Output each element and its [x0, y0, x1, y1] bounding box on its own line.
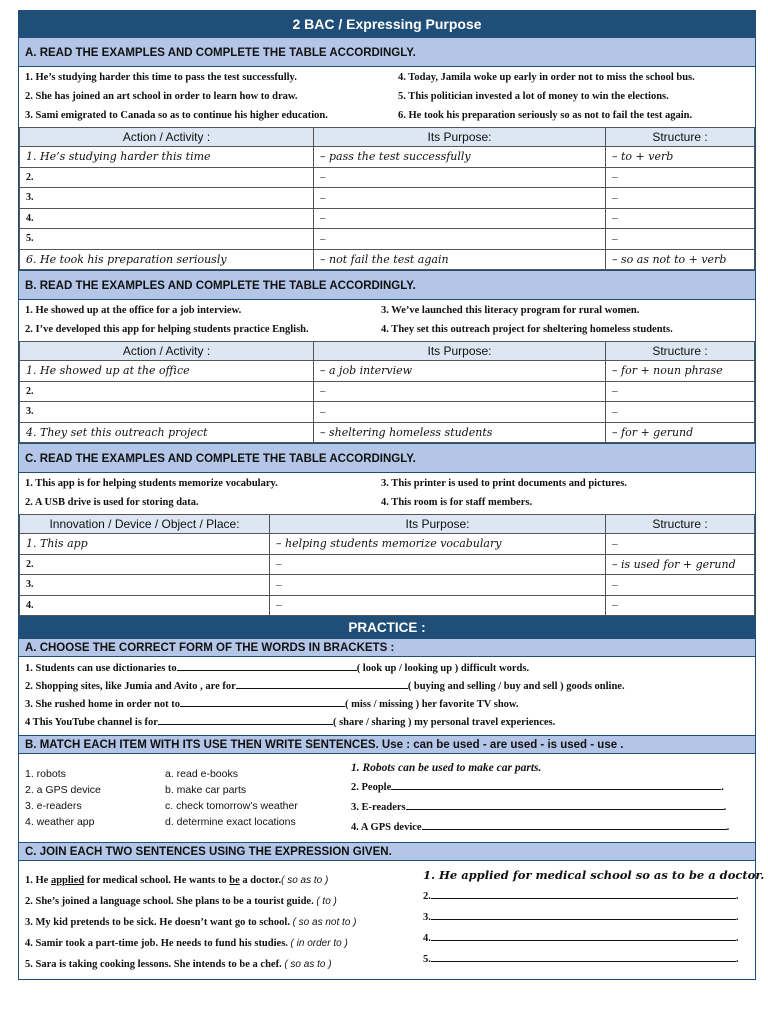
line-text: 5. — [423, 954, 431, 965]
column-header: Action / Activity : — [20, 128, 314, 147]
table-row — [20, 208, 755, 229]
purpose-cell[interactable]: – helping students memorize vocabulary — [270, 534, 606, 555]
question-text: 1. He — [25, 875, 51, 886]
section-b-heading: B. READ THE EXAMPLES AND COMPLETE THE TABLE ACCORDINGLY. — [19, 270, 755, 300]
example: 4. They set this outreach project for sheltering homeless students. — [381, 324, 673, 335]
structure-cell[interactable]: – so as not to + verb — [606, 249, 755, 270]
page-title: 2 BAC / Expressing Purpose — [19, 11, 755, 37]
example: 4. This room is for staff members. — [381, 497, 533, 508]
action-cell[interactable]: 3. — [20, 575, 270, 596]
worksheet — [18, 10, 765, 980]
answer-line — [423, 886, 764, 907]
practice-c-heading: C. JOIN EACH TWO SENTENCES USING THE EXPRESSION GIVEN. — [19, 842, 755, 861]
table-row — [20, 534, 755, 555]
question-text: be — [229, 875, 240, 886]
list-item: a. read e-books — [165, 768, 238, 780]
line-text: 3. — [423, 912, 431, 923]
practice-a-heading: A. CHOOSE THE CORRECT FORM OF THE WORDS IN BRACKETS : — [19, 638, 755, 657]
example: 5. This politician invested a lot of money to win the elections. — [398, 91, 669, 102]
answer-blank[interactable] — [236, 678, 408, 689]
question-text: 3. My kid pretends to be sick. He doesn’t want go to school. — [25, 917, 290, 928]
action-cell[interactable]: 3. — [20, 188, 314, 209]
question — [25, 870, 423, 891]
line-text: 4. — [423, 933, 431, 944]
purpose-cell[interactable]: – — [270, 554, 606, 575]
column-header: Structure : — [606, 342, 755, 361]
action-cell[interactable]: 6. He took his preparation seriously — [20, 249, 314, 270]
line-text: ( buying and selling / buy and sell ) goods online. — [407, 681, 625, 692]
table-row — [20, 381, 755, 402]
structure-cell[interactable]: – — [606, 595, 755, 616]
line-text: ( look up / looking up ) difficult words. — [356, 663, 530, 674]
answer-blank[interactable] — [391, 779, 721, 790]
question-text: 2. She’s joined a language school. She plans to be a tourist guide. — [25, 896, 314, 907]
table-row — [20, 575, 755, 596]
action-cell[interactable]: 2. — [20, 554, 270, 575]
list-item: 1. robots — [25, 768, 66, 780]
structure-cell[interactable]: – — [606, 208, 755, 229]
structure-cell[interactable]: – — [606, 167, 755, 188]
column-header: Its Purpose: — [270, 515, 606, 534]
hint: ( so as to ) — [284, 959, 332, 970]
column-header: Its Purpose: — [314, 128, 606, 147]
structure-cell[interactable]: – is used for + gerund — [606, 554, 755, 575]
example: 3. This printer is used to print documents and pictures. — [381, 478, 627, 489]
answers-column — [423, 865, 764, 975]
line-text: 1. Students can use dictionaries to — [25, 663, 177, 674]
column-header: Its Purpose: — [314, 342, 606, 361]
section-a-table — [19, 127, 755, 270]
example: 2. I’ve developed this app for helping students practice English. — [25, 324, 309, 335]
answer-blank[interactable] — [431, 930, 736, 941]
answer-blank[interactable] — [431, 909, 736, 920]
example: 3. We’ve launched this literacy program for rural women. — [381, 305, 640, 316]
answer-blank[interactable] — [431, 888, 736, 899]
practice-line — [25, 660, 749, 678]
purpose-cell[interactable]: – not fail the test again — [314, 249, 606, 270]
line-text: 2. Shopping sites, like Jumia and Avito , are for — [25, 681, 236, 692]
table-row — [20, 595, 755, 616]
structure-cell[interactable]: – — [606, 188, 755, 209]
line-end: . — [726, 822, 730, 833]
purpose-cell[interactable]: – — [314, 167, 606, 188]
practice-title: PRACTICE : — [19, 616, 755, 638]
example: 1. He’s studying harder this time to pass the test successfully. — [25, 72, 297, 83]
purpose-cell[interactable]: – — [270, 595, 606, 616]
section-c-table — [19, 514, 755, 616]
practice-b-match — [19, 754, 755, 842]
question-text: applied — [50, 875, 85, 886]
question — [25, 933, 423, 954]
answer-blank[interactable] — [431, 951, 736, 962]
example: 1. This app is for helping students memorize vocabulary. — [25, 478, 278, 489]
answer-line — [423, 928, 764, 949]
table-row — [20, 422, 755, 443]
line-text: 3. She rushed home in order not to — [25, 699, 180, 710]
action-cell[interactable]: 3. — [20, 402, 314, 423]
structure-cell[interactable]: – to + verb — [606, 147, 755, 168]
table-row — [20, 147, 755, 168]
structure-cell[interactable]: – — [606, 575, 755, 596]
question — [25, 891, 423, 912]
line-text: 2. People — [351, 782, 392, 793]
column-header: Structure : — [606, 515, 755, 534]
example: 6. He took his preparation seriously so as not to fail the test again. — [398, 110, 693, 121]
structure-cell[interactable]: – — [606, 534, 755, 555]
question-text: 4. Samir took a part-time job. He needs to fund his studies. — [25, 938, 288, 949]
table-row — [20, 361, 755, 382]
list-item: 2. a GPS device — [25, 784, 101, 796]
line-text: 2. — [423, 891, 431, 902]
answers-column — [351, 758, 749, 838]
table-row — [20, 167, 755, 188]
column-header: Structure : — [606, 128, 755, 147]
line-text: 4. A GPS device — [351, 822, 422, 833]
purpose-cell[interactable]: – sheltering homeless students — [314, 422, 606, 443]
uses-column — [165, 758, 351, 838]
section-c-examples — [19, 473, 755, 514]
column-header: Innovation / Device / Object / Place: — [20, 515, 270, 534]
action-cell[interactable]: 4. They set this outreach project — [20, 422, 314, 443]
line-end: . — [735, 933, 739, 944]
practice-line — [25, 696, 749, 714]
line-end: . — [735, 912, 739, 923]
answer-line — [351, 818, 749, 838]
answer-blank[interactable] — [158, 714, 333, 725]
column-header: Action / Activity : — [20, 342, 314, 361]
question-text: a doctor. — [239, 875, 282, 886]
structure-cell[interactable]: – — [606, 229, 755, 250]
table-row — [20, 188, 755, 209]
list-item: b. make car parts — [165, 784, 247, 796]
structure-cell[interactable]: – — [606, 402, 755, 423]
hint: ( so as not to ) — [292, 917, 357, 928]
question — [25, 912, 423, 933]
practice-line — [25, 714, 749, 732]
section-b-table — [19, 341, 755, 443]
line-text: 4 This YouTube channel is for — [25, 717, 158, 728]
line-text: ( share / sharing ) my personal travel experiences. — [332, 717, 556, 728]
section-a-heading: A. READ THE EXAMPLES AND COMPLETE THE TABLE ACCORDINGLY. — [19, 37, 755, 67]
purpose-cell[interactable]: – a job interview — [314, 361, 606, 382]
action-cell[interactable]: 2. — [20, 167, 314, 188]
table-row — [20, 402, 755, 423]
purpose-cell[interactable]: – — [314, 402, 606, 423]
purpose-cell[interactable]: – — [314, 188, 606, 209]
practice-line — [25, 678, 749, 696]
action-cell[interactable]: 1. He’s studying harder this time — [20, 147, 314, 168]
list-item: 4. weather app — [25, 816, 95, 828]
answer-line — [423, 907, 764, 928]
table-row — [20, 229, 755, 250]
section-c-heading: C. READ THE EXAMPLES AND COMPLETE THE TABLE ACCORDINGLY. — [19, 443, 755, 473]
hint: ( so as to ) — [281, 875, 329, 886]
example: 4. Today, Jamila woke up early in order not to miss the school bus. — [398, 72, 695, 83]
line-end: . — [723, 802, 727, 813]
practice-a-lines — [19, 657, 755, 735]
question — [25, 954, 423, 975]
line-end: . — [721, 782, 724, 793]
answer-line — [351, 778, 749, 798]
practice-b-heading: B. MATCH EACH ITEM WITH ITS USE THEN WRITE SENTENCES. Use : can be used - are used - is used - use . — [19, 735, 755, 754]
line-end: . — [735, 954, 739, 965]
question-text: 5. Sara is taking cooking lessons. She intends to be a chef. — [25, 959, 282, 970]
answer-blank[interactable] — [406, 799, 724, 810]
items-column — [25, 758, 165, 838]
line-text: ( miss / missing ) her favorite TV show. — [344, 699, 519, 710]
action-cell[interactable]: 5. — [20, 229, 314, 250]
answer-blank[interactable] — [177, 660, 357, 671]
answer-line — [351, 798, 749, 818]
example: 2. A USB drive is used for storing data. — [25, 497, 199, 508]
purpose-cell[interactable]: – pass the test successfully — [314, 147, 606, 168]
example-answer: 1. He applied for medical school so as to be a doctor. — [423, 868, 765, 882]
purpose-cell[interactable]: – — [314, 208, 606, 229]
example: 3. Sami emigrated to Canada so as to continue his higher education. — [25, 110, 328, 121]
section-a-examples — [19, 67, 755, 127]
answer-blank[interactable] — [422, 819, 727, 830]
structure-cell[interactable]: – for + gerund — [606, 422, 755, 443]
action-cell[interactable]: 4. — [20, 595, 270, 616]
action-cell[interactable]: 1. He showed up at the office — [20, 361, 314, 382]
action-cell[interactable]: 1. This app — [20, 534, 270, 555]
example-answer: 1. Robots can be used to make car parts. — [351, 762, 542, 774]
hint: ( in order to ) — [290, 938, 348, 949]
structure-cell[interactable]: – — [606, 381, 755, 402]
practice-c-join — [19, 861, 765, 979]
table-row — [20, 554, 755, 575]
example: 1. He showed up at the office for a job interview. — [25, 305, 242, 316]
purpose-cell[interactable]: – — [314, 229, 606, 250]
purpose-cell[interactable]: – — [314, 381, 606, 402]
structure-cell[interactable]: – for + noun phrase — [606, 361, 755, 382]
question-text: for medical school. He wants to — [84, 875, 230, 886]
action-cell[interactable]: 4. — [20, 208, 314, 229]
answer-line — [423, 949, 764, 970]
purpose-cell[interactable]: – — [270, 575, 606, 596]
answer-blank[interactable] — [180, 696, 345, 707]
action-cell[interactable]: 2. — [20, 381, 314, 402]
hint: ( to ) — [316, 896, 337, 907]
section-b-examples — [19, 300, 755, 341]
list-item: 3. e-readers — [25, 800, 82, 812]
questions-column — [25, 865, 423, 975]
table-row — [20, 249, 755, 270]
line-text: 3. E-readers — [351, 802, 406, 813]
list-item: c. check tomorrow’s weather — [165, 800, 298, 812]
list-item: d. determine exact locations — [165, 816, 296, 828]
line-end: . — [735, 891, 739, 902]
example: 2. She has joined an art school in order to learn how to draw. — [25, 91, 298, 102]
